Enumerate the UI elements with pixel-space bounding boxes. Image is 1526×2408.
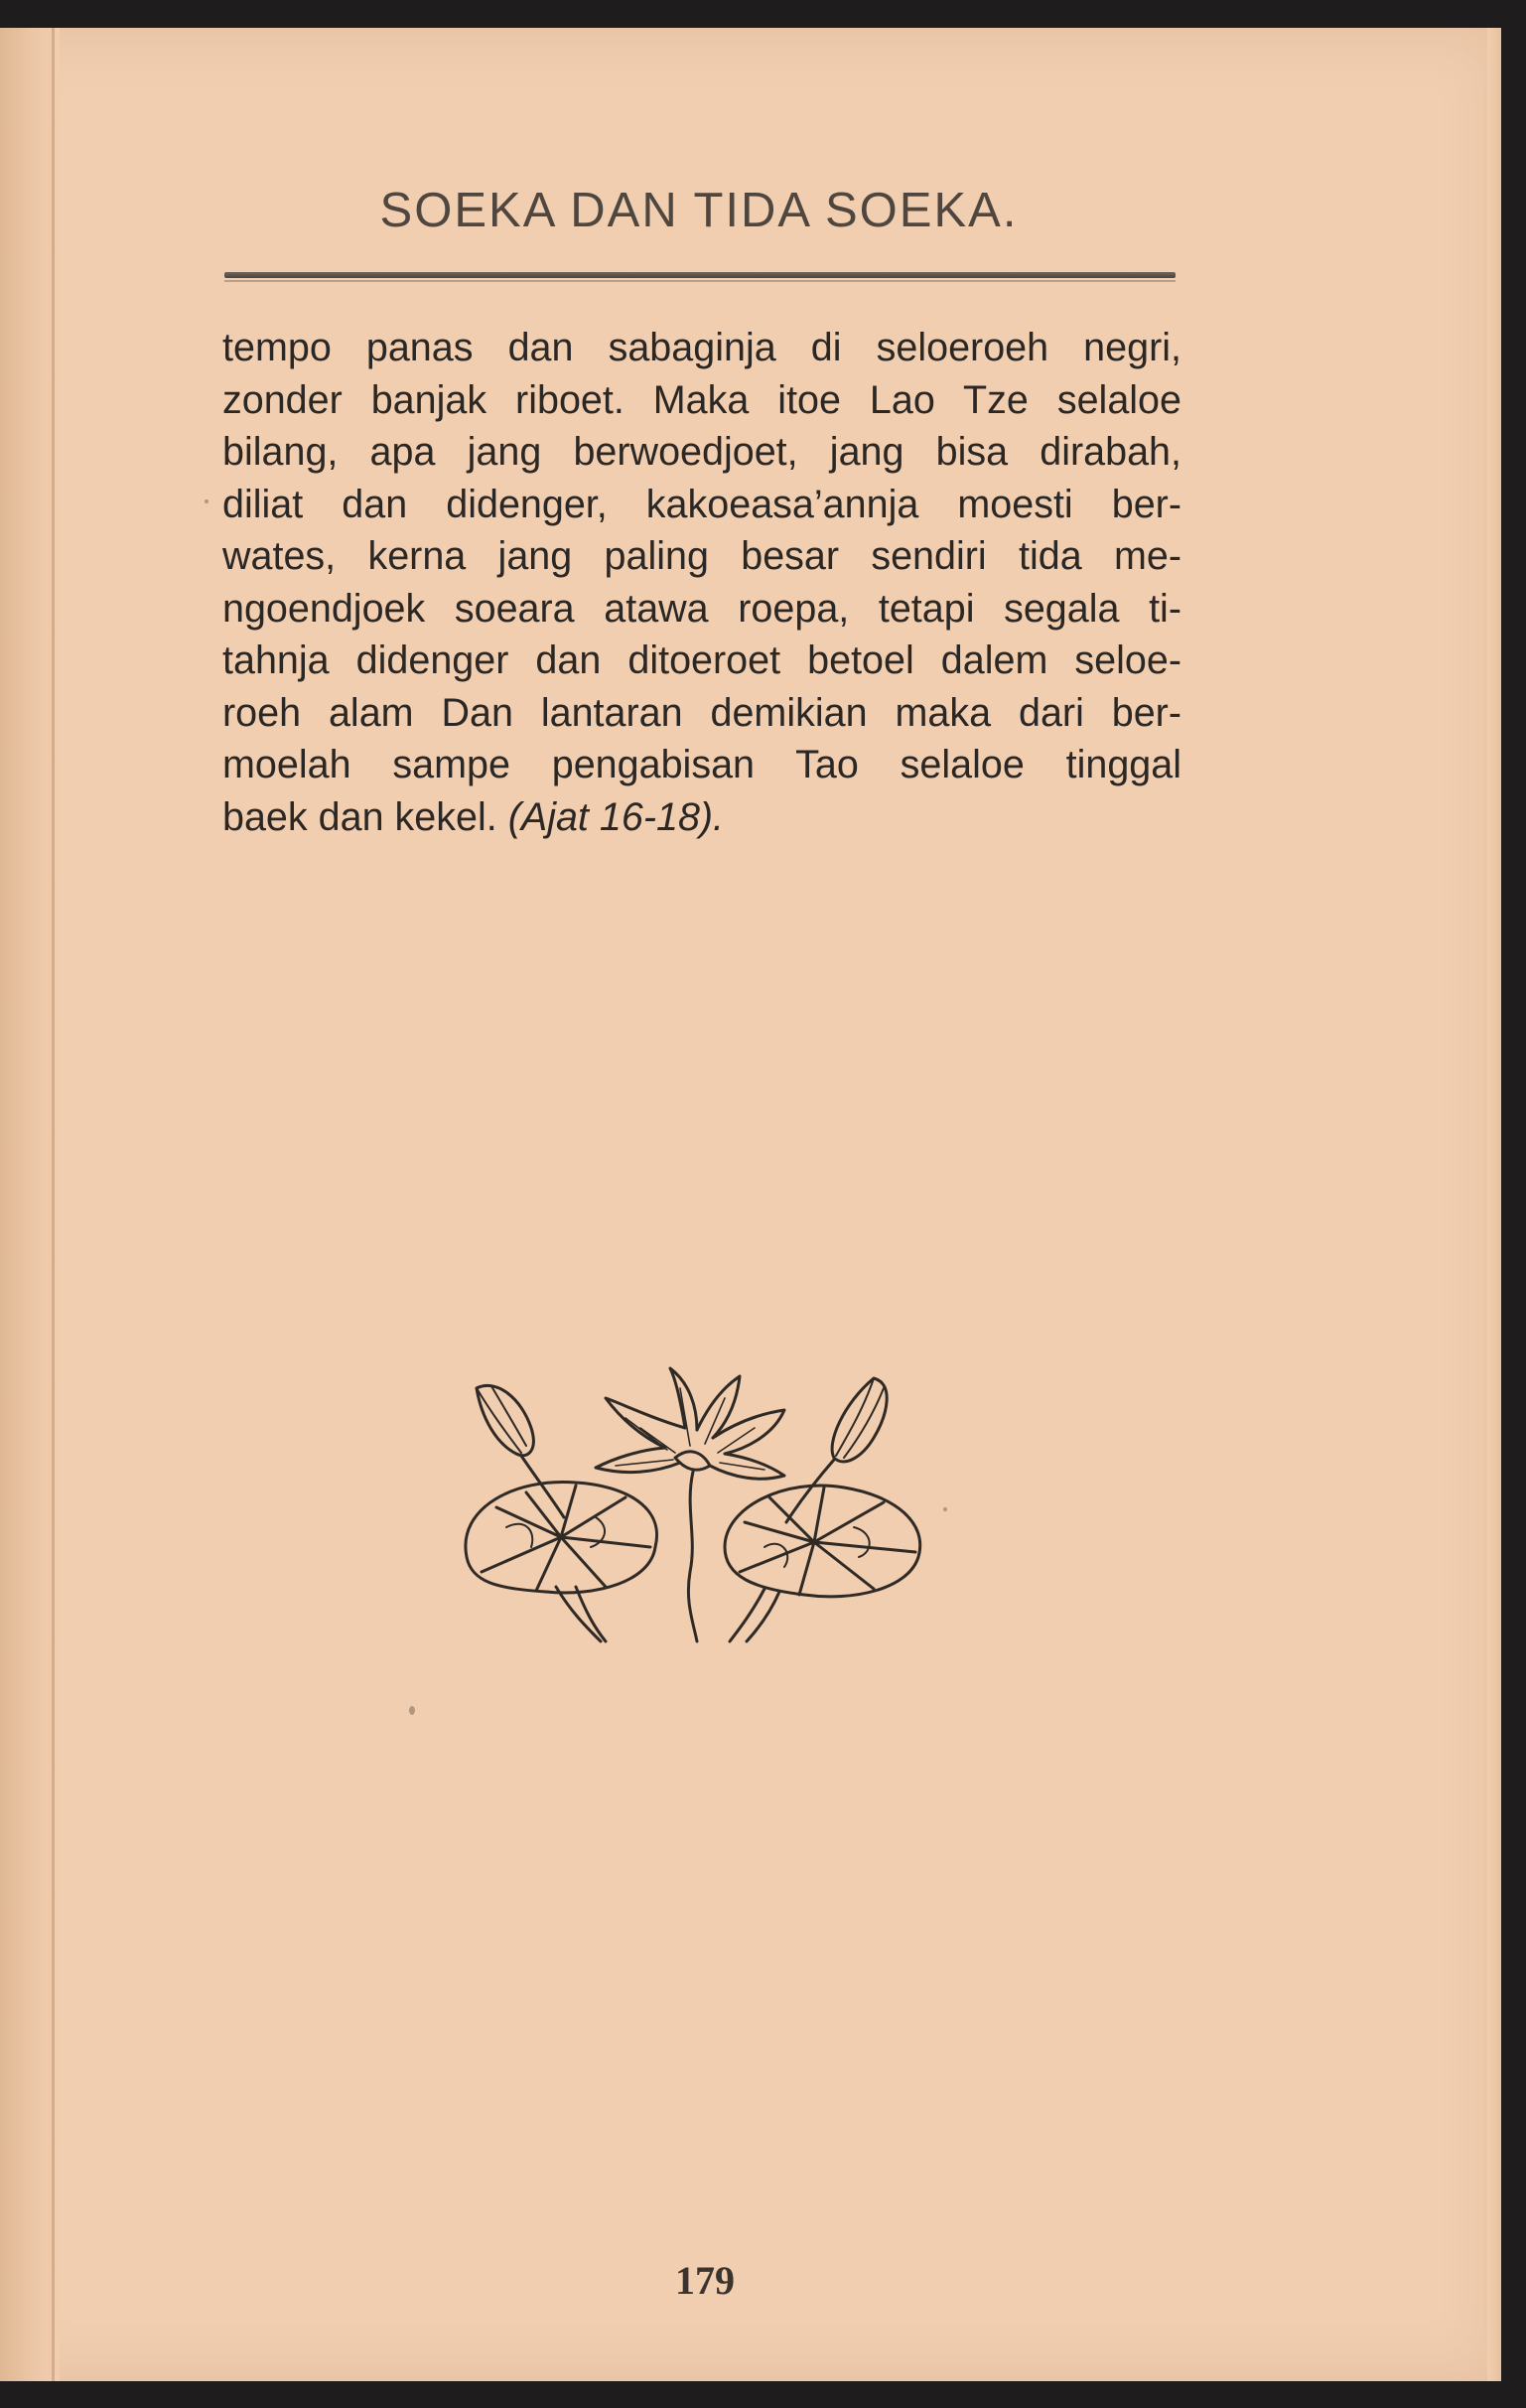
text-line: tempo panas dan sabaginja di seloeroeh negri, <box>222 326 1181 369</box>
text-line: roeh alam Dan lantaran demikian maka dari ber- <box>222 690 1181 735</box>
header-rule <box>224 272 1176 278</box>
page-number: 179 <box>675 2258 735 2303</box>
header-rule-shadow <box>224 280 1176 282</box>
text-line: diliat dan didenger, kakoeasa’annja moesti ber- <box>222 482 1181 526</box>
text-line: wates, kerna jang paling besar sendiri tida me- <box>222 534 1181 578</box>
text-line: zonder banjak riboet. Maka itoe Lao Tze selaloe <box>222 377 1181 422</box>
text-line: moelah sampe pengabisan Tao selaloe tinggal <box>222 743 1181 786</box>
running-header: SOEKA DAN TIDA SOEKA. <box>379 184 1019 237</box>
page-gutter <box>0 28 60 2381</box>
spine-fold <box>52 28 55 2381</box>
text-line-last <box>222 791 1181 844</box>
text-line: bilang, apa jang berwoedjoet, jang bisa dirabah, <box>222 430 1181 474</box>
paper-speck <box>409 1706 415 1715</box>
lotus-flowers-vignette-icon <box>437 1358 953 1646</box>
body-paragraph <box>222 322 1181 843</box>
verse-citation: (Ajat 16-18). <box>507 794 725 839</box>
text-line: tahnja didenger dan ditoeroet betoel dalem seloe- <box>222 638 1181 682</box>
paper-speck <box>205 499 208 503</box>
page-edge <box>1487 28 1501 2381</box>
last-line-text: baek dan kekel. <box>222 794 497 839</box>
text-line: ngoendjoek soeara atawa roepa, tetapi segala ti- <box>222 586 1181 631</box>
paper-speck <box>943 1507 947 1511</box>
book-page <box>0 28 1501 2381</box>
